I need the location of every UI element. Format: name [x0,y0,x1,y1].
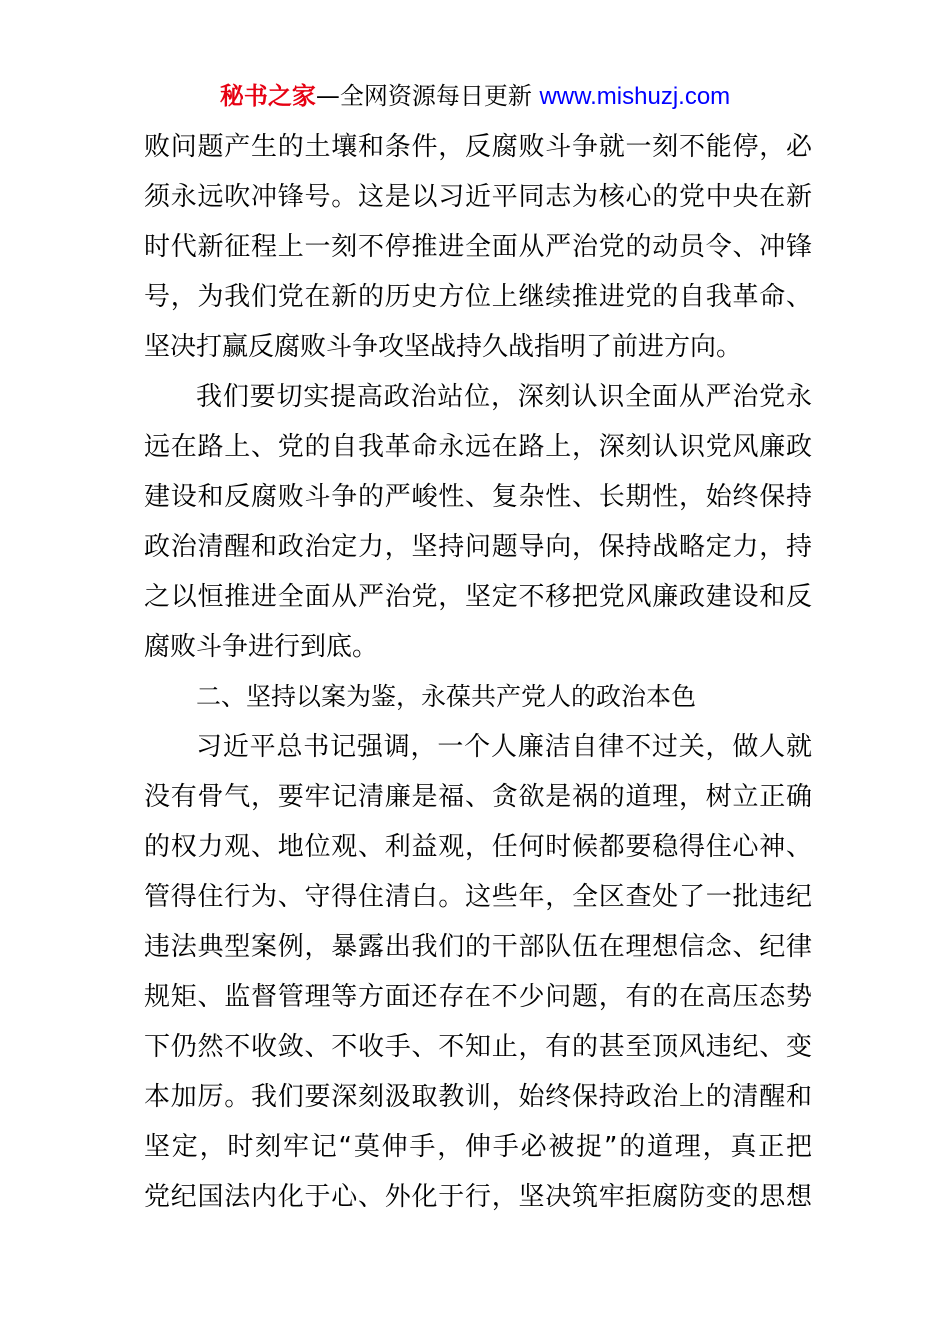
page-header [0,78,950,115]
body-line: 违法典型案例，暴露出我们的干部队伍在理想信念、纪律 [144,932,812,962]
site-url-link[interactable]: www.mishuzj.com [539,83,731,110]
body-line: 败问题产生的土壤和条件，反腐败斗争就一刻不能停，必 [144,132,812,162]
header-tagline: —全网资源每日更新 [315,82,540,110]
body-line: 腐败斗争进行到底。 [144,632,379,662]
body-line: 须永远吹冲锋号。这是以习近平同志为核心的党中央在新 [144,182,812,212]
brand-name: 秘书之家 [219,82,316,110]
body-line: 建设和反腐败斗争的严峻性、复杂性、长期性，始终保持 [144,482,812,512]
body-line: 坚定，时刻牢记“莫伸手，伸手必被捉”的道理，真正把 [144,1132,812,1162]
body-line: 号，为我们党在新的历史方位上继续推进党的自我革命、 [144,282,812,312]
body-line: 规矩、监督管理等方面还存在不少问题，有的在高压态势 [144,982,812,1012]
body-line: 本加厉。我们要深刻汲取教训，始终保持政治上的清醒和 [144,1082,812,1112]
body-line: 没有骨气，要牢记清廉是福、贪欲是祸的道理，树立正确 [144,782,812,812]
body-line: 党纪国法内化于心、外化于行，坚决筑牢拒腐防变的思想 [144,1182,812,1212]
body-line: 之以恒推进全面从严治党，坚定不移把党风廉政建设和反 [144,582,812,612]
body-line: 政治清醒和政治定力，坚持问题导向，保持战略定力，持 [144,532,812,562]
body-line: 的权力观、地位观、利益观，任何时候都要稳得住心神、 [144,832,812,862]
body-line: 时代新征程上一刻不停推进全面从严治党的动员令、冲锋 [144,232,812,262]
body-line: 下仍然不收敛、不收手、不知止，有的甚至顶风违纪、变 [144,1032,812,1062]
section-heading: 二、坚持以案为鉴，永葆共产党人的政治本色 [196,682,697,711]
body-line: 坚决打赢反腐败斗争攻坚战持久战指明了前进方向。 [144,332,743,362]
body-line: 管得住行为、守得住清白。这些年，全区查处了一批违纪 [144,882,812,912]
body-line: 远在路上、党的自我革命永远在路上，深刻认识党风廉政 [144,432,812,462]
paragraph-first-line: 我们要切实提高政治站位，深刻认识全面从严治党永 [196,382,812,412]
paragraph-first-line: 习近平总书记强调，一个人廉洁自律不过关，做人就 [196,732,812,762]
document-body [144,122,812,1222]
